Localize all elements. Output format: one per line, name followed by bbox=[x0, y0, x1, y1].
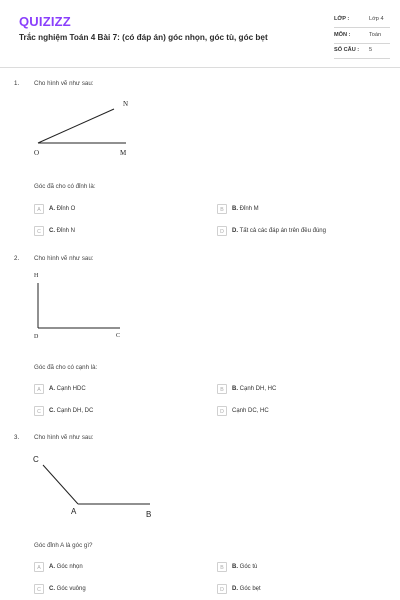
option-prefix: A. bbox=[49, 386, 55, 392]
option-letter-box: B bbox=[217, 562, 227, 572]
meta-subject-key: MÔN : bbox=[334, 32, 351, 38]
option-prefix: D. bbox=[232, 228, 238, 234]
option-prefix: A. bbox=[49, 206, 55, 212]
option-letter-box: B bbox=[217, 204, 227, 214]
meta-class-key: LỚP : bbox=[334, 16, 350, 22]
label-n: N bbox=[123, 100, 129, 108]
meta-class-value: Lớp 4 bbox=[369, 16, 384, 22]
option-prefix: C. bbox=[49, 408, 55, 414]
option-letter-box: A bbox=[34, 562, 44, 572]
question-prompt: Cho hình vẽ như sau: bbox=[34, 434, 94, 441]
option-text: Góc bẹt bbox=[239, 586, 261, 592]
option-text: Đỉnh M bbox=[239, 206, 259, 212]
option-letter-box: C bbox=[34, 584, 44, 594]
question-number: 2. bbox=[14, 255, 20, 262]
option-letter-box: C bbox=[34, 406, 44, 416]
option-text: Cạnh DC, HC bbox=[232, 408, 269, 414]
meta-count-value: 5 bbox=[369, 47, 373, 53]
label-h: H bbox=[34, 273, 39, 279]
option-letter-box: A bbox=[34, 204, 44, 214]
ray-ac bbox=[43, 465, 78, 504]
option-prefix: C. bbox=[49, 228, 55, 234]
label-c: C bbox=[116, 333, 121, 339]
question-text: Góc đỉnh A là góc gì? bbox=[34, 542, 93, 549]
option-text: Góc nhọn bbox=[56, 564, 83, 570]
option-letter-box: A bbox=[34, 384, 44, 394]
question-number: 1. bbox=[14, 80, 20, 87]
option-letter-box: D bbox=[217, 584, 227, 594]
question-text: Góc đã cho có đỉnh là: bbox=[34, 183, 96, 190]
worksheet-title: Trắc nghiệm Toán 4 Bài 7: (có đáp án) góc nhọn, góc tù, góc bẹt bbox=[19, 33, 268, 42]
label-c: C bbox=[33, 455, 39, 464]
label-b: B bbox=[146, 510, 152, 519]
option-text: Đỉnh N bbox=[56, 228, 76, 234]
label-d: D bbox=[34, 334, 39, 340]
option-text: Tất cả các đáp án trên đều đúng bbox=[239, 228, 326, 234]
question-prompt: Cho hình vẽ như sau: bbox=[34, 255, 94, 262]
option-letter-box: D bbox=[217, 406, 227, 416]
option-prefix: D. bbox=[232, 586, 238, 592]
question-number: 3. bbox=[14, 434, 20, 441]
meta-subject-value: Toán bbox=[369, 32, 382, 38]
option-prefix: C. bbox=[49, 586, 55, 592]
option-text: Đỉnh O bbox=[56, 206, 76, 212]
option-text: Góc tù bbox=[239, 564, 258, 570]
option-text: Cạnh HDC bbox=[56, 386, 86, 392]
meta-count-key: SỐ CÂU : bbox=[334, 47, 360, 53]
option-text: Cạnh DH, DC bbox=[56, 408, 94, 414]
option-letter-box: D bbox=[217, 226, 227, 236]
option-prefix: B. bbox=[232, 386, 238, 392]
option-prefix: B. bbox=[232, 206, 238, 212]
option-letter-box: C bbox=[34, 226, 44, 236]
option-prefix: B. bbox=[232, 564, 238, 570]
label-o: O bbox=[34, 149, 40, 157]
option-prefix: A. bbox=[49, 564, 55, 570]
option-letter-box: B bbox=[217, 384, 227, 394]
option-text: Góc vuông bbox=[56, 586, 86, 592]
quizizz-logo: QUIZIZZ bbox=[19, 14, 71, 29]
question-text: Góc đã cho có cạnh là: bbox=[34, 364, 98, 371]
label-m: M bbox=[120, 149, 127, 157]
label-a: A bbox=[71, 507, 77, 516]
option-text: Cạnh DH, HC bbox=[239, 386, 277, 392]
question-prompt: Cho hình vẽ như sau: bbox=[34, 80, 94, 87]
